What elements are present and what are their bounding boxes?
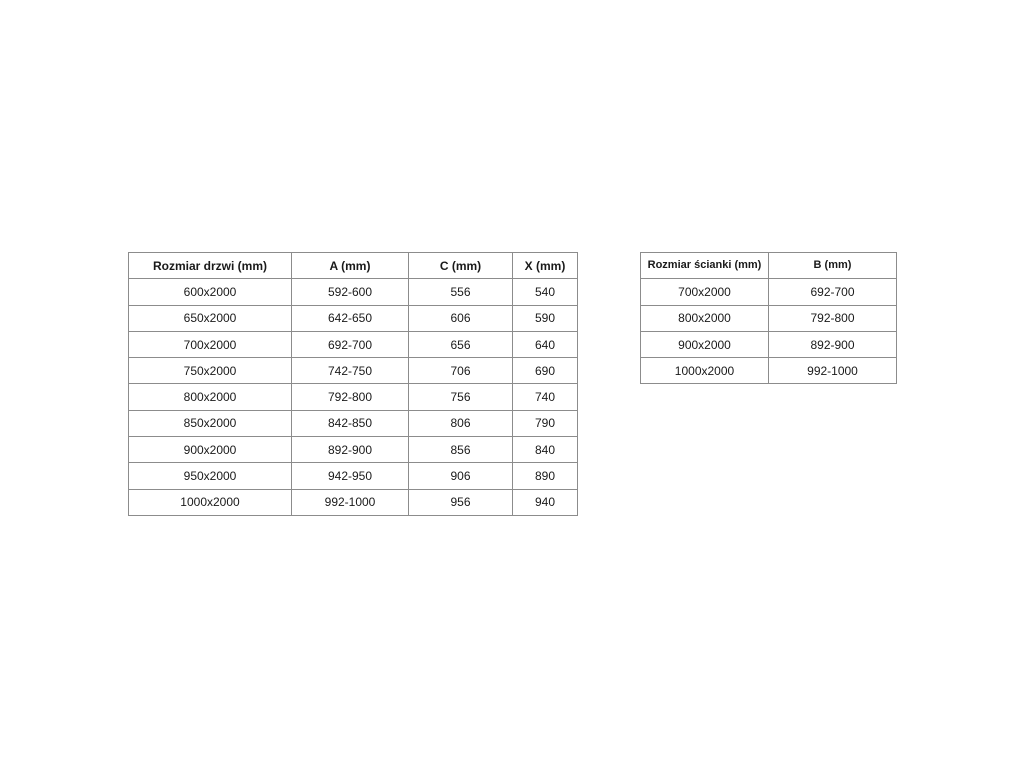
cell-a: 992-1000 (292, 489, 409, 515)
table-row (641, 331, 897, 357)
table-row (129, 279, 578, 305)
table-row (129, 489, 578, 515)
table-row (641, 305, 897, 331)
table-row (641, 279, 897, 305)
cell-door-size: 700x2000 (129, 331, 292, 357)
cell-c: 656 (409, 331, 513, 357)
cell-door-size: 600x2000 (129, 279, 292, 305)
cell-c: 806 (409, 410, 513, 436)
door-sizes-table (128, 252, 578, 516)
cell-door-size: 1000x2000 (129, 489, 292, 515)
cell-a: 742-750 (292, 358, 409, 384)
cell-c: 756 (409, 384, 513, 410)
cell-wall-size: 1000x2000 (641, 358, 769, 384)
table-row (641, 358, 897, 384)
cell-a: 942-950 (292, 463, 409, 489)
table-row (129, 463, 578, 489)
header-c: C (mm) (409, 253, 513, 279)
header-door-size: Rozmiar drzwi (mm) (129, 253, 292, 279)
cell-door-size: 800x2000 (129, 384, 292, 410)
cell-door-size: 650x2000 (129, 305, 292, 331)
cell-c: 706 (409, 358, 513, 384)
cell-c: 906 (409, 463, 513, 489)
cell-x: 590 (513, 305, 578, 331)
header-a: A (mm) (292, 253, 409, 279)
cell-x: 540 (513, 279, 578, 305)
cell-door-size: 850x2000 (129, 410, 292, 436)
table-row (129, 331, 578, 357)
wall-sizes-table (640, 252, 897, 384)
table-row (129, 437, 578, 463)
table-row (129, 410, 578, 436)
table-header-row (129, 253, 578, 279)
cell-x: 890 (513, 463, 578, 489)
cell-x: 690 (513, 358, 578, 384)
cell-wall-size: 900x2000 (641, 331, 769, 357)
cell-b: 792-800 (769, 305, 897, 331)
header-b: B (mm) (769, 253, 897, 279)
cell-x: 790 (513, 410, 578, 436)
cell-b: 692-700 (769, 279, 897, 305)
cell-wall-size: 700x2000 (641, 279, 769, 305)
header-x: X (mm) (513, 253, 578, 279)
cell-c: 556 (409, 279, 513, 305)
cell-door-size: 750x2000 (129, 358, 292, 384)
table-header-row (641, 253, 897, 279)
cell-door-size: 950x2000 (129, 463, 292, 489)
cell-b: 892-900 (769, 331, 897, 357)
cell-a: 792-800 (292, 384, 409, 410)
table-row (129, 384, 578, 410)
cell-a: 892-900 (292, 437, 409, 463)
cell-x: 840 (513, 437, 578, 463)
cell-b: 992-1000 (769, 358, 897, 384)
table-row (129, 305, 578, 331)
cell-a: 692-700 (292, 331, 409, 357)
cell-door-size: 900x2000 (129, 437, 292, 463)
cell-a: 592-600 (292, 279, 409, 305)
cell-x: 740 (513, 384, 578, 410)
cell-c: 956 (409, 489, 513, 515)
cell-a: 642-650 (292, 305, 409, 331)
cell-wall-size: 800x2000 (641, 305, 769, 331)
table-row (129, 358, 578, 384)
cell-x: 940 (513, 489, 578, 515)
header-wall-size: Rozmiar ścianki (mm) (641, 253, 769, 279)
cell-c: 856 (409, 437, 513, 463)
cell-c: 606 (409, 305, 513, 331)
cell-a: 842-850 (292, 410, 409, 436)
cell-x: 640 (513, 331, 578, 357)
